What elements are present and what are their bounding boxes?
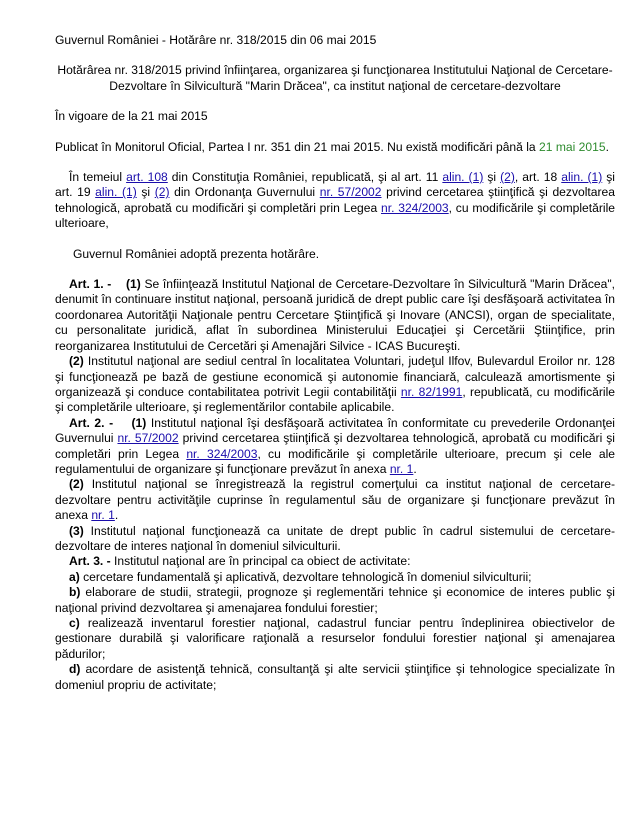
adoption-statement: Guvernul României adoptă prezenta hotărâre. [73, 246, 320, 261]
article-3-item [55, 570, 615, 585]
article-2-label: Art. 2. - [69, 415, 114, 430]
link-alin-1[interactable]: alin. (1) [442, 170, 484, 185]
link-og-57-2002[interactable]: nr. 57/2002 [319, 185, 382, 200]
link-lege-324-2003[interactable]: nr. 324/2003 [381, 200, 449, 215]
article-2-para-2: (2) Institutul naţional se înregistrează la registrul comerţului ca institut naţional de cercetare-dezvoltare pentru activităţile cuprinse în regulamentul său de organizare şi funcţionare prevăzut în anexa nr. 1. [55, 477, 615, 523]
link-lege-324-2003-art2[interactable]: nr. 324/2003 [186, 446, 258, 461]
article-3-item-key: c) [69, 616, 80, 630]
document-title: Hotărârea nr. 318/2015 privind înfiinţarea, organizarea şi funcţionarea Institutului Naţional de Cercetare-Dezvoltare în Silvicultură "Marin Drăcea", ca institut naţional de cercetare-dezvoltare [57, 63, 613, 93]
document-page [55, 33, 615, 693]
article-3-item-key: b) [69, 585, 81, 600]
article-1-para-2: (2) Institutul naţional are sediul central în localitatea Voluntari, judeţul Ilfov, Bulevardul Eroilor nr. 128 şi funcţionează pe bază de gestiune economică şi autonomie financiară, calculează amortismente şi organizează şi conduce contabilitatea potrivit Legii contabilităţii nr. 82/1991, republicată, cu modificările şi completările ulterioare, şi reglementărilor contabile aplicabile. [55, 354, 615, 415]
link-art19-alin-1[interactable]: alin. (1) [95, 185, 137, 200]
article-1-para-1: Art. 1. - (1) Se înfiinţează Institutul Naţional de Cercetare-Dezvoltare în Silvicultură "Marin Drăcea", denumit în continuare institut naţional, persoană juridică de drept public care îşi desfăşoară activitatea în coordonarea Autorităţii Naţionale pentru Cercetare Ştiinţifică şi Inovare (ANCSI), organ de specialitate, cu personalitate juridică, aflat în subordinea Ministerului Educaţiei şi Cercetării Ştiinţifice, prin reorganizarea Institutului de Cercetări şi Amenajări Silvice - ICAS Bucureşti. [55, 277, 615, 353]
modification-date: 21 mai 2015 [539, 139, 606, 154]
article-3-item [55, 662, 615, 693]
preamble: În temeiul art. 108 din Constituţia României, republicată, şi al art. 11 alin. (1) şi (2), art. 18 alin. (1) şi art. 19 alin. (1) şi (2) din Ordonanţa Guvernului nr. 57/2002 privind cercetarea ştiinţifică şi dezvoltarea tehnologică, aprobată cu modificări şi completări prin Legea nr. 324/2003, cu modificările şi completările ulterioare, [55, 170, 615, 231]
article-3-intro: Art. 3. - Institutul naţional are în principal ca obiect de activitate: [69, 554, 411, 569]
link-anexa-1-b[interactable]: nr. 1 [91, 508, 115, 523]
article-3-label: Art. 3. - [69, 554, 111, 569]
link-og-57-2002-art2[interactable]: nr. 57/2002 [117, 431, 179, 446]
article-2-para-1: Art. 2. - (1) Institutul naţional îşi desfăşoară activitatea în conformitate cu prevederile Ordonanţei Guvernului nr. 57/2002 privind cercetarea ştiinţifică şi dezvoltarea tehnologică, aprobată cu modificări şi completări prin Legea nr. 324/2003, cu modificările şi completările ulterioare, precum şi cele ale regulamentului de organizare şi funcţionare prevăzut în anexa nr. 1. [55, 415, 615, 476]
article-3-item-key: a) [69, 569, 80, 584]
article-3-item-key: d) [69, 662, 81, 677]
link-lege-82-1991[interactable]: nr. 82/1991 [400, 384, 463, 399]
article-3-item-text: cercetare fundamentală şi aplicativă, dezvoltare tehnologică în domeniul silviculturii; [79, 569, 532, 584]
article-3-items [55, 570, 615, 693]
article-1-label: Art. 1. - [69, 277, 112, 292]
document-header: Guvernul României - Hotărâre nr. 318/2015 din 06 mai 2015 [55, 33, 377, 47]
link-art-108[interactable]: art. 108 [126, 170, 168, 185]
article-3-item [55, 616, 615, 662]
article-3-item [55, 585, 615, 616]
article-3-item-text: realizează inventarul forestier naţional, cadastrul funciar pentru îndeplinirea obiectivelor de gestionare durabilă şi valorificare raţională a resurselor fondului forestier naţional şi amenajarea pădurilor; [55, 616, 615, 661]
link-art19-alin-2[interactable]: (2) [154, 185, 170, 200]
article-3-item-text: elaborare de studii, strategii, prognoze şi reglementări tehnice şi economice de interes public şi naţional privind dezvoltarea şi amenajarea fondului forestier; [55, 585, 615, 615]
link-alin-2[interactable]: (2) [500, 170, 515, 185]
article-2-para-3: (3) Institutul naţional funcţionează ca unitate de drept public în cadrul sistemului de cercetare-dezvoltare de interes naţional în domeniul silviculturii. [55, 523, 615, 553]
article-3-item-text: acordare de asistenţă tehnică, consultanţă şi alte servicii ştiinţifice şi tehnologice specializate în domeniul propriu de activitate; [55, 662, 615, 692]
link-anexa-1[interactable]: nr. 1 [389, 461, 414, 476]
link-art18-alin-1[interactable]: alin. (1) [561, 170, 603, 185]
publication-note: Publicat în Monitorul Oficial, Partea I nr. 351 din 21 mai 2015. Nu există modificări până la 21 mai 2015. [55, 139, 609, 154]
in-force-note: În vigoare de la 21 mai 2015 [55, 109, 208, 124]
